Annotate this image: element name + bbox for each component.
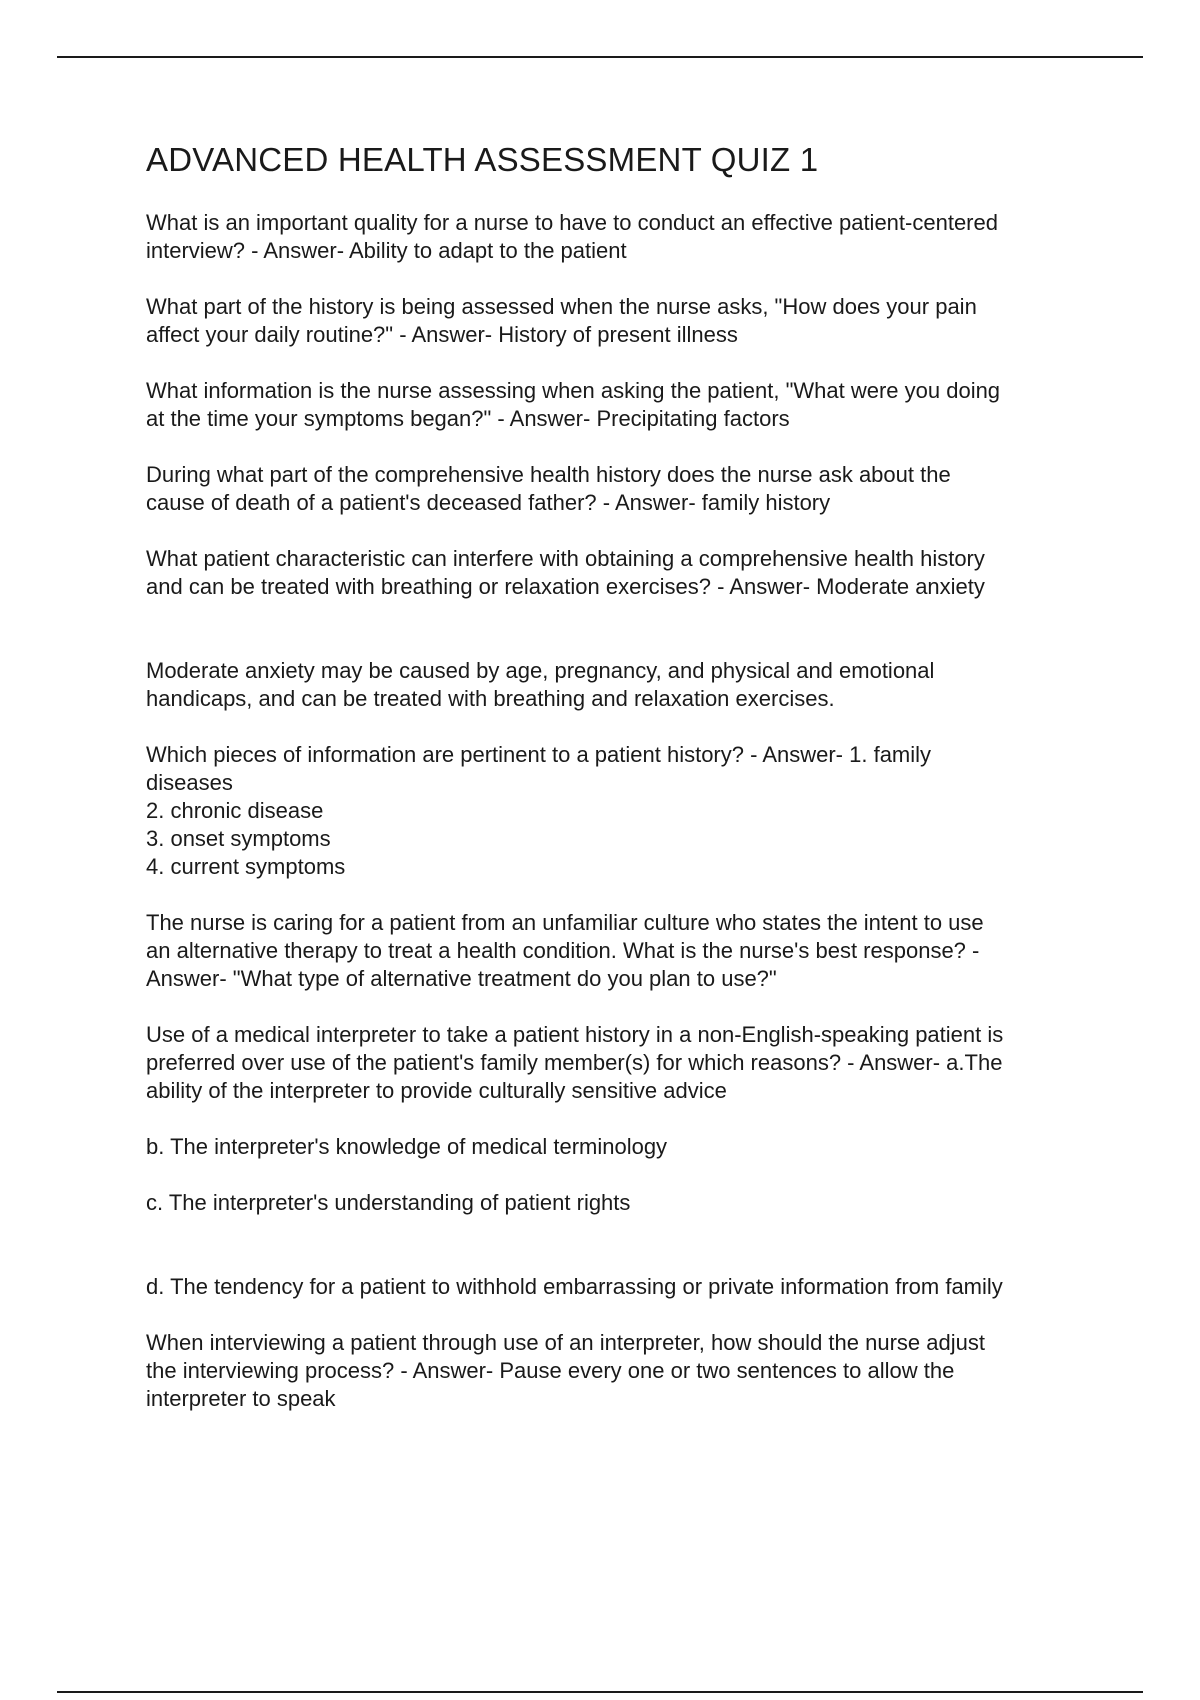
rationale-paragraph: Moderate anxiety may be caused by age, pregnancy, and physical and emotional handicaps, and can be treated with breathing and relaxation exercises. xyxy=(146,658,935,711)
answer-option-d: d. The tendency for a patient to withhold embarrassing or private information from family xyxy=(146,1274,1003,1299)
answer-option-b: b. The interpreter's knowledge of medical terminology xyxy=(146,1134,668,1159)
answer-option-c: c. The interpreter's understanding of patient rights xyxy=(146,1190,631,1215)
qa-paragraph-2: What part of the history is being assessed when the nurse asks, "How does your pain affect your daily routine?" - Answer- History of present illness xyxy=(146,294,977,347)
top-rule xyxy=(57,56,1143,58)
qa-paragraph-4: During what part of the comprehensive health history does the nurse ask about the cause of death of a patient's deceased father? - Answer- family history xyxy=(146,462,951,515)
qa-paragraph-7: The nurse is caring for a patient from an unfamiliar culture who states the intent to use an alternative therapy to treat a health condition. What is the nurse's best response? - Answer- "What type of alternative treatment do you plan to use?" xyxy=(146,910,984,991)
qa-paragraph-9: When interviewing a patient through use of an interpreter, how should the nurse adjust the interviewing process? - Answer- Pause every one or two sentences to allow the interpreter to speak xyxy=(146,1330,985,1411)
qa-paragraph-6: Which pieces of information are pertinent to a patient history? - Answer- 1. family diseases 2. chronic disease 3. onset symptoms 4. current symptoms xyxy=(146,742,932,879)
qa-paragraph-8: Use of a medical interpreter to take a patient history in a non-English-speaking patient is preferred over use of the patient's family member(s) for which reasons? - Answer- a.The ability of the interpreter to provide culturally sensitive advice xyxy=(146,1022,1004,1103)
bottom-rule xyxy=(57,1691,1143,1693)
document-body xyxy=(146,140,1096,1441)
qa-paragraph-3: What information is the nurse assessing when asking the patient, "What were you doing at the time your symptoms began?" - Answer- Precipitating factors xyxy=(146,378,1001,431)
qa-paragraph-5: What patient characteristic can interfere with obtaining a comprehensive health history and can be treated with breathing or relaxation exercises? - Answer- Moderate anxiety xyxy=(146,546,985,599)
qa-paragraph-1: What is an important quality for a nurse to have to conduct an effective patient-centered interview? - Answer- Ability to adapt to the patient xyxy=(146,210,998,263)
document-title: ADVANCED HEALTH ASSESSMENT QUIZ 1 xyxy=(146,141,819,178)
